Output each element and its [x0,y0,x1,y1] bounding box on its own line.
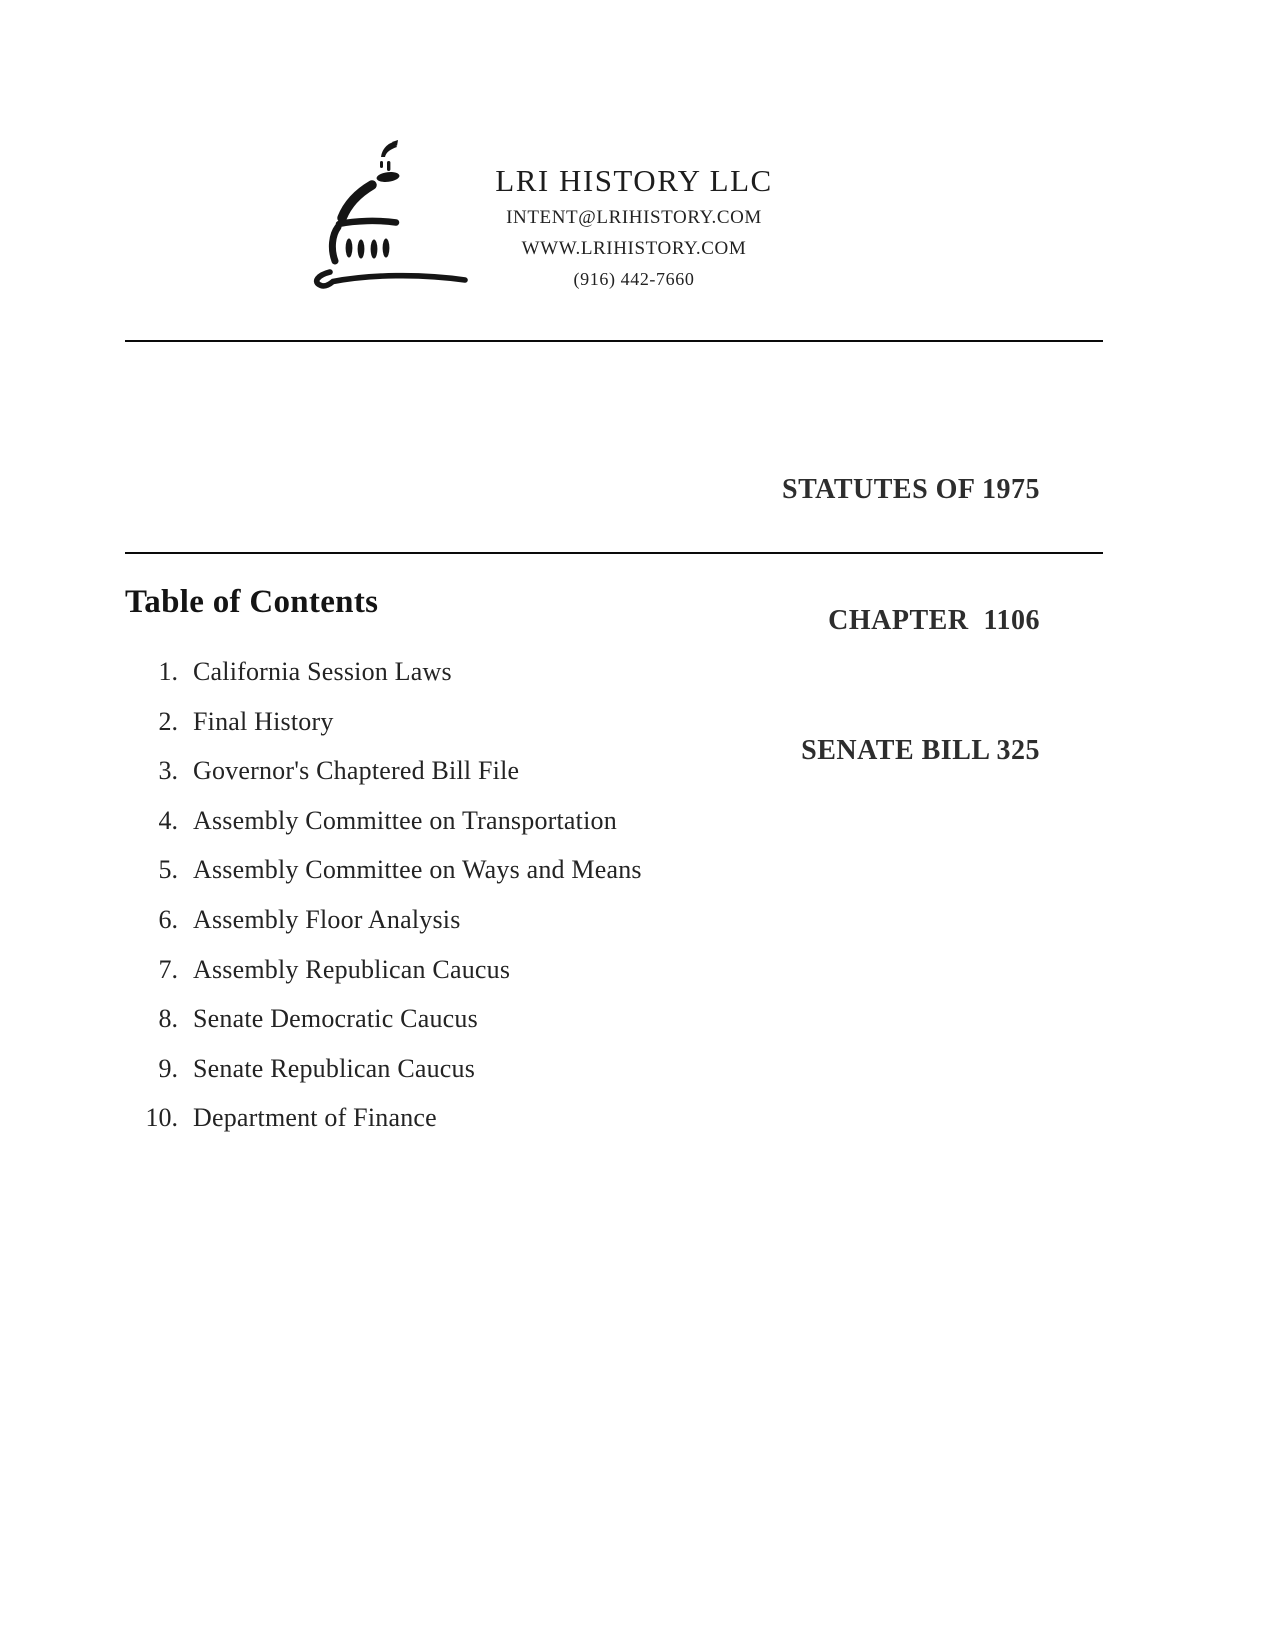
toc-item [0,994,1276,1044]
horizontal-rule-top [125,340,1103,342]
toc-item-label: Assembly Floor Analysis [193,904,461,934]
company-website: WWW.LRIHISTORY.COM [521,238,747,259]
toc-item [0,1093,1276,1143]
toc-item-number: 3. [158,756,178,786]
senate-bill-line: SENATE BILL 325 [801,735,1040,766]
toc-item-label: California Session Laws [193,657,452,686]
toc-item-label: Assembly Committee on Transportation [193,805,617,835]
toc-item-number: 9. [158,1053,178,1083]
toc-item-label: Assembly Republican Caucus [193,954,511,984]
statutes-year-line: STATUTES OF 1975 [782,474,1040,505]
toc-item [0,697,1276,747]
toc-item-label: Department of Finance [193,1103,437,1133]
toc-item-number: 5. [158,855,178,885]
toc-item [0,1044,1276,1094]
toc-list [0,647,1276,1143]
toc-item-label: Governor's Chaptered Bill File [193,756,520,786]
horizontal-rule-middle [125,552,1103,554]
toc-title: Table of Contents [125,584,379,620]
toc-item [0,647,1276,697]
toc-item-number: 4. [158,805,178,835]
toc-item-number: 8. [158,1004,178,1034]
toc-item-number: 1. [158,657,178,686]
toc-item-label: Senate Democratic Caucus [193,1004,478,1034]
letterhead [434,160,834,295]
toc-item [0,845,1276,895]
company-phone: (916) 442-7660 [573,269,695,289]
toc-item [0,895,1276,945]
toc-item-label: Senate Republican Caucus [193,1053,476,1083]
toc-item-number: 10. [145,1103,178,1133]
company-email: INTENT@LRIHISTORY.COM [506,207,762,228]
toc-item-number: 6. [158,904,178,934]
company-name: LRI HISTORY LLC [495,163,773,198]
toc-item [0,746,1276,796]
toc-item-number: 2. [158,706,178,736]
toc-item-number: 7. [158,954,178,984]
chapter-line: CHAPTER 1106 [828,604,1040,636]
toc-item-label: Assembly Committee on Ways and Means [193,855,642,885]
toc-item [0,796,1276,846]
toc-item-label: Final History [193,706,334,736]
toc-item [0,945,1276,995]
